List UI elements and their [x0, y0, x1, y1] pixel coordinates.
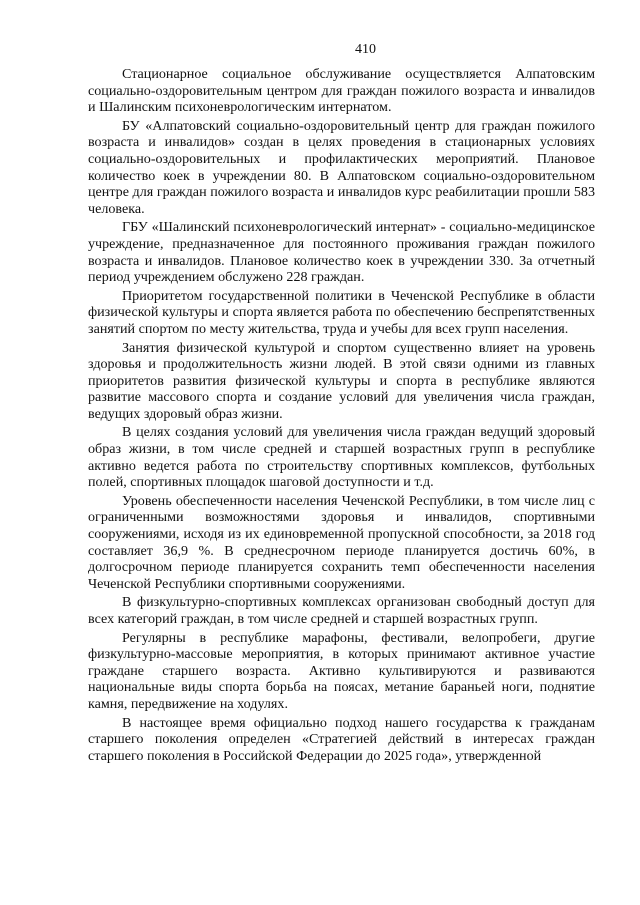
document-page	[88, 42, 595, 766]
paragraph-inpatient-service: Стационарное социальное обслуживание осуществляется Алпатовским социально-оздоровительным центром для граждан пожилого возраста и инвалидов и Шалинским психоневрологическим интернатом.	[88, 66, 595, 116]
paragraph-alpatovsky-center: БУ «Алпатовский социально-оздоровительный центр для граждан пожилого возраста и инвалидов» создан в целях проведения в стационарных условиях социально-оздоровительных и профилактических мероприятий. Плановое количество коек в учреждении 80. В Алпатовском социально-оздоровительном центре для граждан пожилого возраста и инвалидов курс реабилитации прошли 583 человека.	[88, 117, 595, 217]
paragraph-sport-construction: В целях создания условий для увеличения числа граждан ведущий здоровый образ жизни, в том числе средней и старшей возрастных групп в республике активно ведется работа по строительству спортивных комплексов, футбольных полей, спортивных площадок шаговой доступности и т.д.	[88, 424, 595, 491]
paragraph-sport-policy-priority: Приоритетом государственной политики в Чеченской Республике в области физической культуры и спорта является работа по обеспечению беспрепятственных занятий спортом по месту жительства, труда и учебы для всех групп населения.	[88, 287, 595, 337]
paragraph-mass-events: Регулярны в республике марафоны, фестивали, велопробеги, другие физкультурно-массовые мероприятия, в которых принимают активное участие граждане старшего возраста. Активно культивируются и развиваются национальные виды спорта борьба на поясах, метание бараньей ноги, поднятие камня, передвижение на ходулях.	[88, 629, 595, 712]
paragraph-sport-facilities-level: Уровень обеспеченности населения Чеченской Республики, в том числе лиц с ограниченными возможностями здоровья и инвалидов, спортивными сооружениями, исходя из их единовременной пропускной способности, за 2018 год составляет 36,9 %. В среднесрочном периоде планируется достичь 60%, в долгосрочном периоде планируется сохранить темп обеспеченности населения Чеченской Республики спортивными сооружениями.	[88, 492, 595, 592]
paragraph-strategy: В настоящее время официально подход нашего государства к гражданам старшего поколения определен «Стратегией действий в интересах граждан старшего поколения в Российской Федерации до 2025 года», утвержденной	[88, 714, 595, 764]
page-number: 410	[355, 42, 376, 57]
paragraph-shalinsky-internat: ГБУ «Шалинский психоневрологический интернат» - социально-медицинское учреждение, предназначенное для постоянного проживания граждан пожилого возраста и инвалидов. Плановое количество коек в учреждении 330. За отчетный период учреждением обслужено 228 граждан.	[88, 219, 595, 286]
paragraph-sport-health: Занятия физической культурой и спортом существенно влияет на уровень здоровья и продолжительность жизни людей. В этой связи одними из главных приоритетов развития физической культуры и спорта в республике являются развитие массового спорта и создание условий для увеличения числа граждан, ведущих здоровый образ жизни.	[88, 339, 595, 422]
paragraph-free-access: В физкультурно-спортивных комплексах организован свободный доступ для всех категорий граждан, в том числе средней и старшей возрастных групп.	[88, 594, 595, 627]
